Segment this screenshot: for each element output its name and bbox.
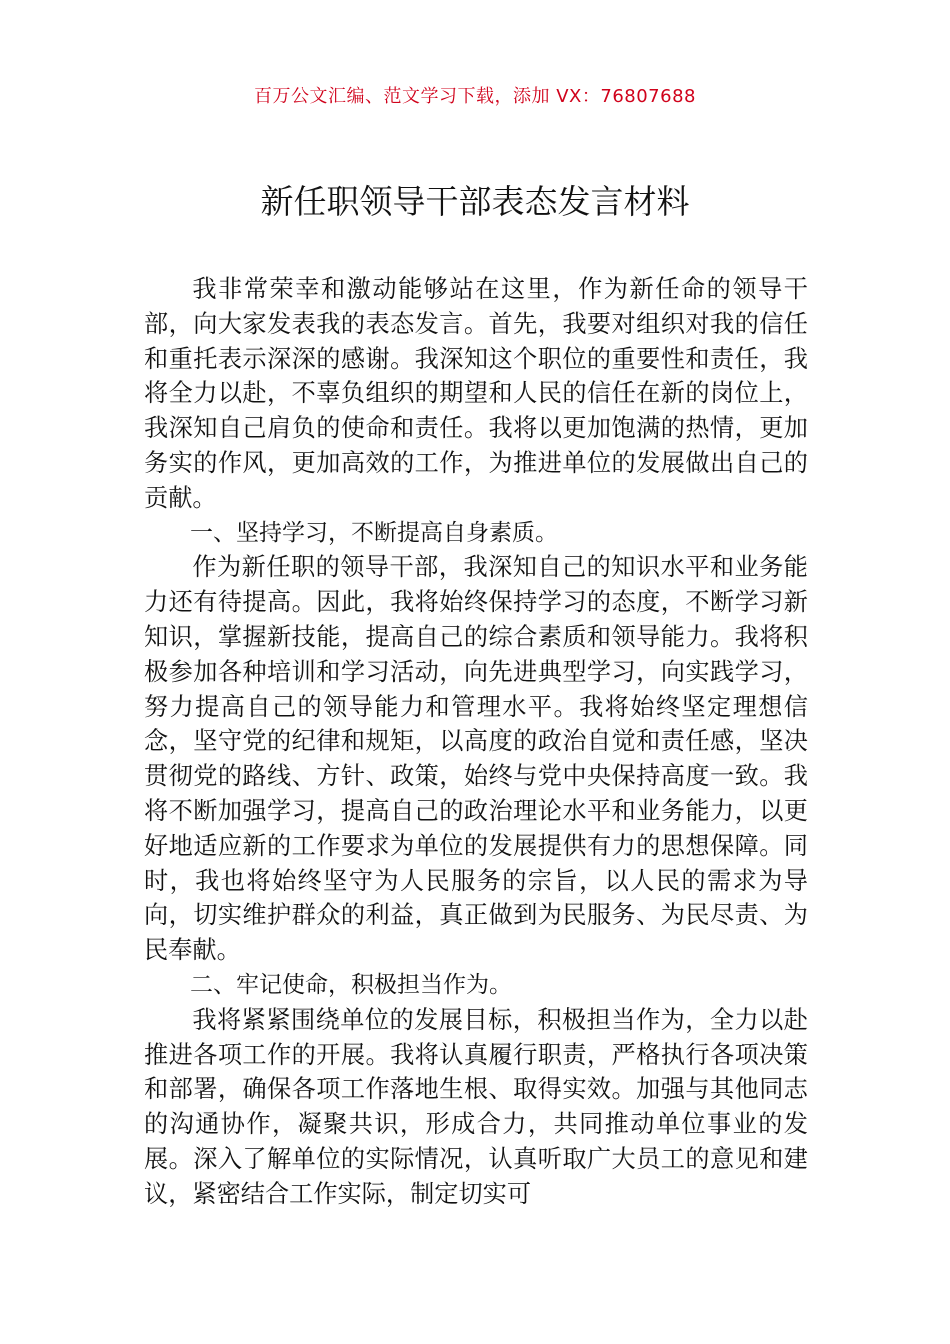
section-heading-2: 二、牢记使命，积极担当作为。: [190, 971, 512, 998]
document-body: [144, 272, 808, 1212]
document-title: 新任职领导干部表态发言材料: [260, 182, 690, 221]
paragraph-section-1: 作为新任职的领导干部，我深知自己的知识水平和业务能力还有待提高。因此，我将始终保持学习的态度，不断学习新知识，掌握新技能，提高自己的综合素质和领导能力。我将积极参加各种培训和学习活动，向先进典型学习，向实践学习，努力提高自己的领导能力和管理水平。我将始终坚定理想信念，坚守党的纪律和规矩，以高度的政治自觉和责任感，坚决贯彻党的路线、方针、政策，始终与党中央保持高度一致。我将不断加强学习，提高自己的政治理论水平和业务能力，以更好地适应新的工作要求为单位的发展提供有力的思想保障。同时，我也将始终坚守为人民服务的宗旨，以人民的需求为导向，切实维护群众的利益，真正做到为民服务、为民尽责、为民奉献。: [144, 553, 808, 965]
paragraph-section-2: 我将紧紧围绕单位的发展目标，积极担当作为，全力以赴推进各项工作的开展。我将认真履行职责，严格执行各项决策和部署，确保各项工作落地生根、取得实效。加强与其他同志的沟通协作，凝聚共识，形成合力，共同推动单位事业的发展。深入了解单位的实际情况，认真听取广大员工的意见和建议，紧密结合工作实际，制定切实可: [144, 1005, 808, 1208]
paragraph-intro: 我非常荣幸和激动能够站在这里，作为新任命的领导干部，向大家发表我的表态发言。首先，我要对组织对我的信任和重托表示深深的感谢。我深知这个职位的重要性和责任，我将全力以赴，不辜负组织的期望和人民的信任在新的岗位上，我深知自己肩负的使命和责任。我将以更加饱满的热情，更加务实的作风，更加高效的工作，为推进单位的发展做出自己的贡献。: [144, 275, 808, 512]
section-heading-1: 一、坚持学习，不断提高自身素质。: [190, 519, 558, 546]
header-note: 百万公文汇编、范文学习下载，添加 VX：76807688: [254, 86, 696, 107]
